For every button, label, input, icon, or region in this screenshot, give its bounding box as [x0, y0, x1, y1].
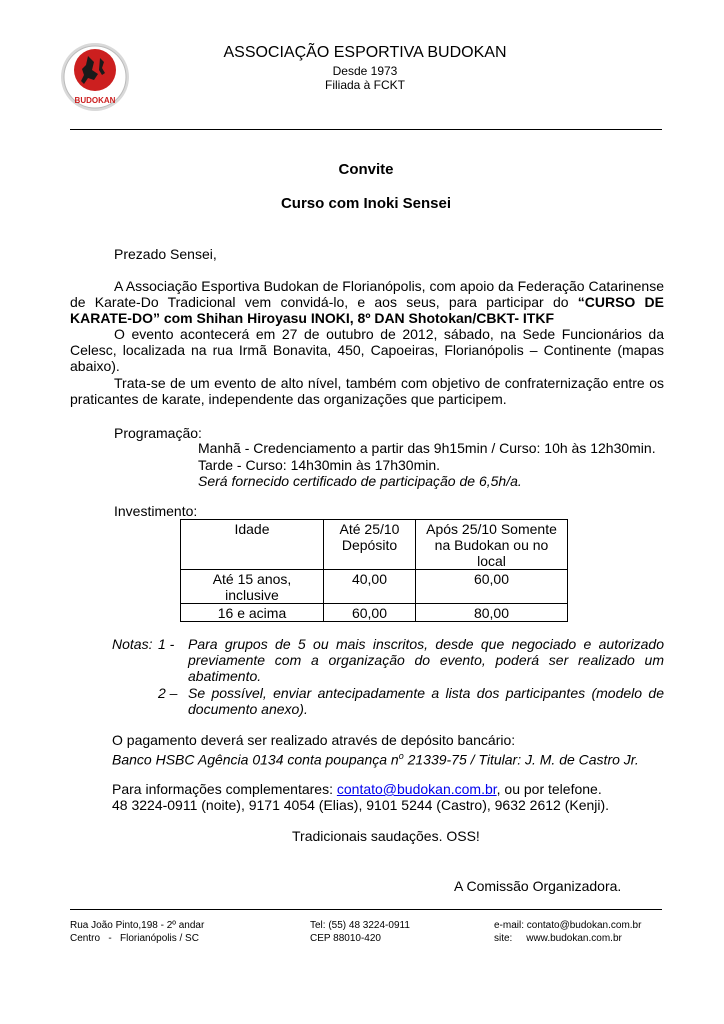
association-name: ASSOCIAÇÃO ESPORTIVA BUDOKAN: [223, 44, 507, 61]
header-divider: [70, 129, 662, 130]
footer-phone: Tel: (55) 48 3224-0911: [310, 920, 410, 931]
table-row: [181, 570, 568, 604]
paragraph-event: O evento acontecerá em 27 de outubro de 2012, sábado, na Sede Funcionários da Celesc, localizada na rua Irmã Bonavita, 450, Capoeiras, Florianópolis – Continente (mapas abaixo).: [70, 326, 664, 374]
note-2: [158, 685, 664, 717]
budokan-logo: [60, 42, 130, 112]
course-name: “CURSO DE KARATE-DO” com Shihan Hiroyasu INOKI, 8º DAN Shotokan/CBKT- ITKF: [70, 294, 664, 326]
program-label: Programação:: [114, 425, 202, 441]
header-cell-age: Idade: [181, 520, 324, 570]
paragraph-invitation: [70, 278, 664, 326]
program-afternoon: Tarde - Curso: 14h30min às 17h30min.: [198, 457, 441, 473]
note-1-text: Para grupos de 5 ou mais inscritos, desde que negociado e autorizado previamente com a organização do evento, poderá ser realizado um abatimento.: [188, 636, 664, 684]
header-cell-until: Até 25/10 Depósito: [324, 520, 416, 570]
footer-address-2: Centro - Florianópolis / SC: [70, 933, 199, 944]
bank-details: Banco HSBC Agência 0134 conta poupança $n^o$ 21339-75 / Titular: J. M. de Castro Jr.: [112, 751, 639, 768]
phone-numbers: 48 3224-0911 (noite), 9171 4054 (Elias), 9101 5244 (Castro), 9632 2612 (Kenji).: [112, 797, 610, 813]
note-2-text: Se possível, enviar antecipadamente a lista dos participantes (modelo de documento anexo).: [188, 685, 664, 717]
table-cell: 40,00: [324, 570, 416, 604]
contact-line: Para informações complementares: contato@budokan.com.br, ou por telefone.: [112, 781, 602, 797]
affiliation: Filiada à FCKT: [324, 78, 406, 92]
page-title: Convite: [338, 161, 394, 178]
table-row: [181, 604, 568, 622]
program-morning: Manhã - Credenciamento a partir das 9h15min / Curso: 10h às 12h30min.: [198, 440, 656, 456]
table-cell: 60,00: [416, 570, 568, 604]
note-1-number: 1 -: [158, 636, 175, 652]
footer-divider: [70, 909, 662, 910]
since-year: Desde 1973: [332, 64, 398, 78]
investment-label: Investimento:: [114, 503, 198, 519]
program-certificate: Será fornecido certificado de participação de 6,5h/a.: [198, 473, 522, 489]
note-1: [112, 636, 664, 684]
table-cell: 80,00: [416, 604, 568, 622]
footer-cep: CEP 88010-420: [310, 933, 381, 944]
table-cell: 60,00: [324, 604, 416, 622]
table-cell: 16 e acima: [181, 604, 324, 622]
closing-greeting: Tradicionais saudações. OSS!: [292, 828, 480, 844]
invitation-text: A Associação Esportiva Budokan de Florianópolis, com apoio da Federação Catarinense de Karate-Do Tradicional vem convidá-lo, e aos seus, para participar do: [70, 278, 664, 310]
footer-email: e-mail: contato@budokan.com.br: [494, 920, 642, 931]
payment-info: O pagamento deverá ser realizado através de depósito bancário:: [112, 732, 516, 748]
notes-label: Notas:: [112, 636, 153, 652]
header-cell-after: Após 25/10 Somente na Budokan ou no local: [416, 520, 568, 570]
footer-address-1: Rua João Pinto,198 - 2º andar: [70, 920, 205, 931]
contact-email-link[interactable]: contato@budokan.com.br: [336, 781, 497, 797]
signature: A Comissão Organizadora.: [454, 878, 622, 894]
page-subtitle: Curso com Inoki Sensei: [280, 195, 452, 212]
investment-table: [180, 519, 568, 622]
table-cell: Até 15 anos, inclusive: [181, 570, 324, 604]
paragraph-purpose: Trata-se de um evento de alto nível, também com objetivo de confraternização entre os praticantes de karate, independente das organizações que participem.: [70, 375, 664, 407]
svg-text:BUDOKAN: BUDOKAN: [74, 96, 116, 105]
footer-site: site: www.budokan.com.br: [494, 933, 622, 944]
salutation: Prezado Sensei,: [114, 246, 217, 262]
table-header-row: [181, 520, 568, 570]
note-2-number: 2 –: [158, 685, 178, 701]
